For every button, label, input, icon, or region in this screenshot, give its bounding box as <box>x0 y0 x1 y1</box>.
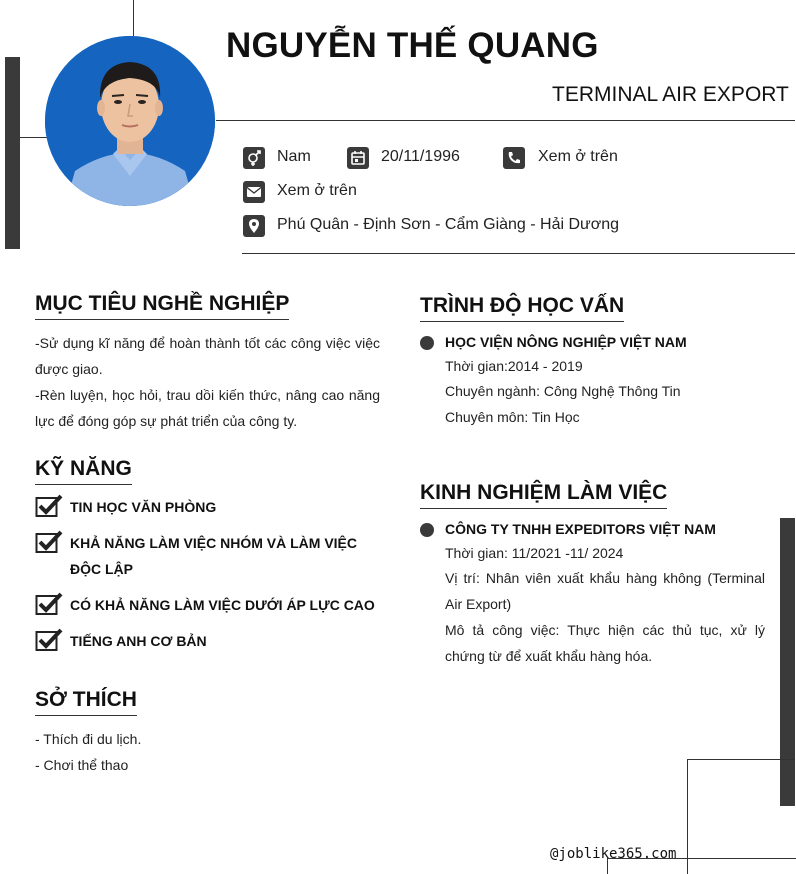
education-major: Chuyên ngành: Công Nghệ Thông Tin <box>445 383 681 399</box>
skill-item <box>35 494 380 520</box>
skills-title: KỸ NĂNG <box>35 457 132 485</box>
education-specialty: Chuyên môn: Tin Học <box>445 409 580 425</box>
checkbox-icon <box>35 530 63 554</box>
phone-icon <box>503 147 525 169</box>
decor-line-photo <box>20 137 48 138</box>
checkbox-icon <box>35 628 63 652</box>
contact-divider <box>242 253 795 254</box>
skill-text: TIẾNG ANH CƠ BẢN <box>70 633 207 649</box>
objective-title: MỤC TIÊU NGHỀ NGHIỆP <box>35 292 289 320</box>
site-watermark: @joblike365.com <box>550 846 677 862</box>
calendar-icon <box>347 147 369 169</box>
email-value: Xem ở trên <box>277 182 357 199</box>
skill-text: CÓ KHẢ NĂNG LÀM VIỆC DƯỚI ÁP LỰC CAO <box>70 597 375 613</box>
skill-text: KHẢ NĂNG LÀM VIỆC NHÓM VÀ LÀM VIỆC ĐỘC LẬP <box>70 535 357 577</box>
education-time: Thời gian:2014 - 2019 <box>445 358 583 374</box>
job-position: TERMINAL AIR EXPORT <box>552 83 789 106</box>
checkbox-icon <box>35 494 63 518</box>
skill-item <box>35 530 380 582</box>
header-divider <box>216 120 795 121</box>
company-name: CÔNG TY TNHH EXPEDITORS VIỆT NAM <box>445 521 716 537</box>
decor-box-bottom-right <box>687 759 795 874</box>
hobby-item: - Chơi thể thao <box>35 757 129 773</box>
skill-item <box>35 592 380 618</box>
phone-value: Xem ở trên <box>538 148 618 165</box>
hobbies-title: SỞ THÍCH <box>35 688 137 716</box>
hobby-item: - Thích đi du lịch. <box>35 731 142 747</box>
decor-line-top <box>133 0 134 36</box>
education-title: TRÌNH ĐỘ HỌC VẤN <box>420 294 624 322</box>
experience-role: Vị trí: Nhân viên xuất khẩu hàng không (Terminal Air Export) <box>445 570 765 612</box>
checkbox-icon <box>35 592 63 616</box>
bullet-dot-icon <box>420 336 434 350</box>
objective-line-2: -Rèn luyện, học hỏi, trau dồi kiến thức, nâng cao năng lực để đóng góp sự phát triển của công ty. <box>35 387 380 429</box>
experience-time: Thời gian: 11/2021 -11/ 2024 <box>445 545 624 561</box>
objective-line-1: -Sử dụng kĩ năng để hoàn thành tốt các công việc việc được giao. <box>35 335 380 377</box>
address-value: Phú Quân - Định Sơn - Cẩm Giàng - Hải Dương <box>277 216 620 233</box>
skill-text: TIN HỌC VĂN PHÒNG <box>70 499 217 515</box>
experience-title: KINH NGHIỆM LÀM VIỆC <box>420 481 667 509</box>
gender-icon <box>243 147 265 169</box>
location-icon <box>243 215 265 237</box>
avatar <box>45 36 215 206</box>
decor-bar-left <box>5 57 20 249</box>
email-icon <box>243 181 265 203</box>
bullet-dot-icon <box>420 523 434 537</box>
birthday-value: 20/11/1996 <box>381 148 460 165</box>
skill-item <box>35 628 380 654</box>
gender-value: Nam <box>277 148 311 165</box>
experience-description: Mô tả công việc: Thực hiện các thủ tục, xử lý chứng từ để xuất khẩu hàng hóa. <box>445 622 765 664</box>
school-name: HỌC VIỆN NÔNG NGHIỆP VIỆT NAM <box>445 334 687 350</box>
candidate-name: NGUYỄN THẾ QUANG <box>226 26 599 65</box>
